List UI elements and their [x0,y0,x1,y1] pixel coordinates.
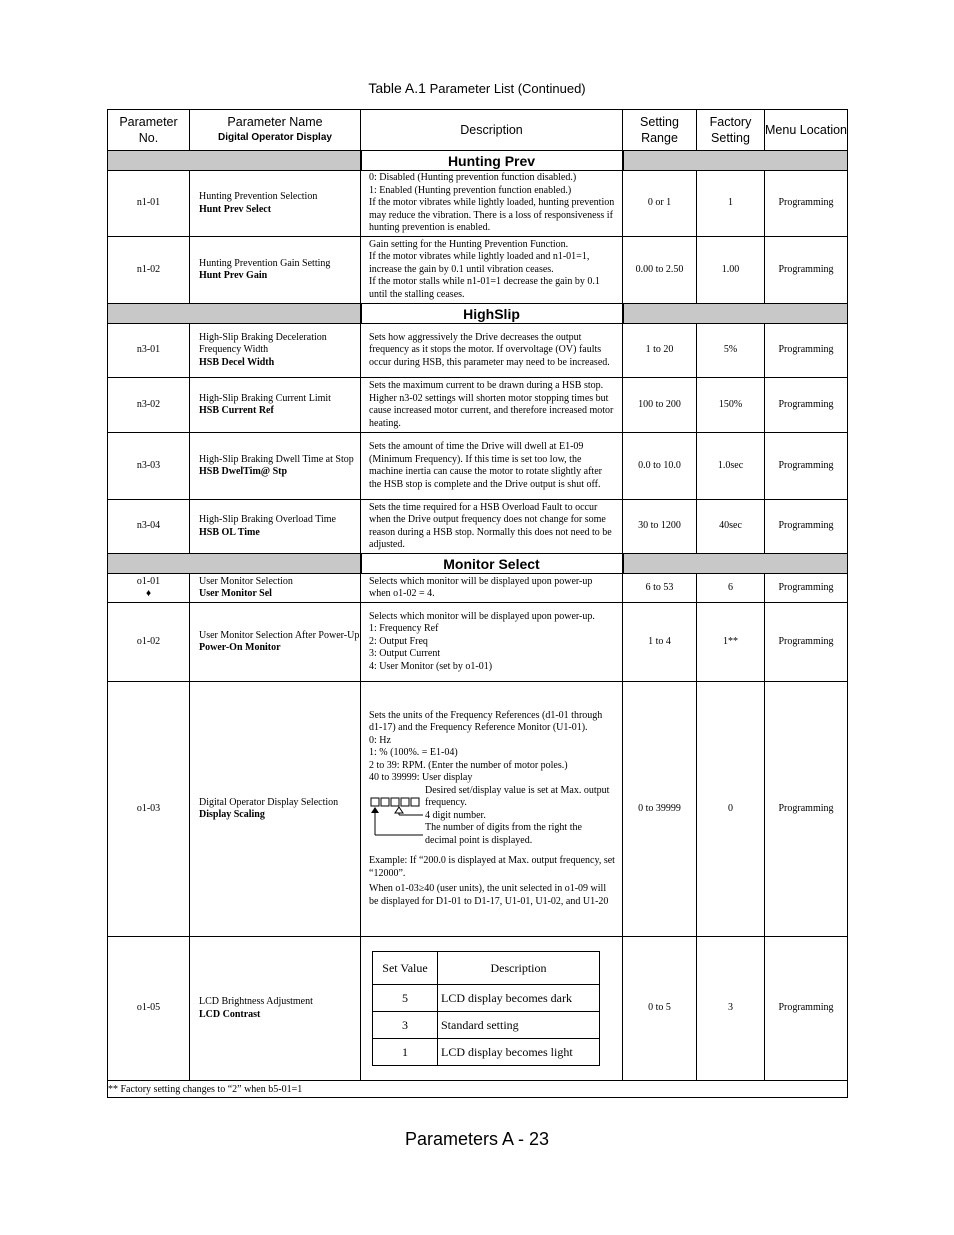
param-name: High-Slip Braking Overload Time HSB OL Time [190,500,361,554]
factory-setting: 1 [697,171,765,237]
section-row-highslip [108,304,848,324]
factory-setting: 40sec [697,500,765,554]
display-name: Hunt Prev Select [199,203,272,215]
param-name: Hunting Prevention Selection Hunt Prev Select [190,171,361,237]
display-name: HSB DwelTim@ Stp [199,466,288,477]
table-caption [0,80,954,96]
menu-location: Programming [765,171,848,237]
inner-set-value: 3 [373,1012,438,1039]
param-description: Selects which monitor will be displayed upon power-up when o1-02 = 4. [361,574,623,603]
setting-range: 0 or 1 [623,171,697,237]
inner-set-value: 1 [373,1039,438,1066]
factory-setting: 0 [697,682,765,937]
factory-setting: 150% [697,378,765,433]
factory-setting: 1.00 [697,237,765,304]
param-no: o1-05 [108,937,190,1081]
display-name: Hunt Prev Gain [199,270,268,281]
menu-location: Programming [765,237,848,304]
setting-range: 30 to 1200 [623,500,697,554]
table-row [108,500,848,554]
param-name: High-Slip Braking Dwell Time at Stop HSB DwelTim@ Stp [190,433,361,500]
table-row [108,682,848,937]
display-name: HSB Decel Width [199,356,275,368]
factory-setting: 1** [697,603,765,682]
param-description: Sets the time required for a HSB Overload Fault to occur when the Drive output frequency does not change for some reason during a HSB stop. Normally this does not need to be adjusted. [361,500,623,554]
table-header-row [108,110,848,151]
param-description [361,937,623,1081]
note-text: When o1-03≥40 (user units), the unit selected in o1-09 will be displayed for D1-01 to D1-17, U1-01, U1-02, and U1-20 [369,883,609,907]
inner-header-description: Description [438,952,600,985]
param-description: Selects which monitor will be displayed upon power-up. 1: Frequency Ref 2: Output Freq 3: Output Current 4: User Monitor (set by o1-01) [361,603,623,682]
inner-set-value: 5 [373,985,438,1012]
table-row [108,603,848,682]
menu-location: Programming [765,500,848,554]
menu-location: Programming [765,603,848,682]
param-description: Sets the maximum current to be drawn during a HSB stop. Higher n3-02 settings will shorten motor stopping times but cause increased motor current, and therefore increased motor heating. [361,378,623,433]
scaling-diagram [369,785,616,848]
param-description: Sets the units of the Frequency References (d1-01 through d1-17) and the Frequency Reference Monitor (U1-01). 0: Hz 1: % (100%. = E1-04) 2 to 39: RPM. (Enter the number of motor poles.) 40 to 39999: User display Desired set/display value is set at Max. output frequency. 4 digit number. The number of digits from the right the decimal point is displayed. Example: If “200.0 is displayed at Max. output frequency, set “12000”. When o1-03≥40 (user units), the unit selected in o1-09 will be displayed for D1-01 to D1-17, U1-01, U1-02, and U1-20 [361,682,623,937]
section-title-highslip: HighSlip [361,304,623,324]
setting-range: 0 to 5 [623,937,697,1081]
table-row [108,378,848,433]
inner-row [373,985,600,1012]
param-name: Hunting Prevention Gain Setting Hunt Prev Gain [190,237,361,304]
param-no: n3-04 [108,500,190,554]
factory-setting: 5% [697,324,765,378]
diagram-annotations: Desired set/display value is set at Max. output frequency. 4 digit number. The number of digits from the right the decimal point is displayed. [425,784,610,846]
menu-location: Programming [765,378,848,433]
display-name: LCD Contrast [199,1008,261,1020]
section-title-hunting: Hunting Prev [361,151,623,171]
param-description: Sets how aggressively the Drive decreases the output frequency as it stops the motor. If overvoltage (OV) faults occur during HSB, this parameter may need to be increased. [361,324,623,378]
lcd-contrast-table [372,951,600,1066]
table-row [108,324,848,378]
param-name: High-Slip Braking Deceleration Frequency Width HSB Decel Width [190,324,361,378]
header-factory-setting: Factory Setting [697,110,765,151]
setting-range: 1 to 4 [623,603,697,682]
factory-setting: 3 [697,937,765,1081]
footnote-row [108,1081,848,1098]
setting-range: 0.0 to 10.0 [623,433,697,500]
inner-description: LCD display becomes light [438,1039,600,1066]
param-no: n3-03 [108,433,190,500]
display-name: HSB OL Time [199,526,260,538]
setting-range: 100 to 200 [623,378,697,433]
section-row-hunting [108,151,848,171]
param-name: LCD Brightness Adjustment LCD Contrast [190,937,361,1081]
header-param-no: Parameter No. [108,110,190,151]
display-name: User Monitor Sel [199,588,272,599]
factory-setting: 6 [697,574,765,603]
inner-header-row [373,952,600,985]
param-no: n3-01 [108,324,190,378]
table-row [108,237,848,304]
inner-row [373,1012,600,1039]
param-no: n1-02 [108,237,190,304]
param-description: Sets the amount of time the Drive will dwell at E1-09 (Minimum Frequency). If this time is set too low, the machine inertia can cause the motor to rotate slightly after the HSB stop is complete and the Drive output is shut off. [361,433,623,500]
header-menu-location: Menu Location [765,110,848,151]
setting-range: 0.00 to 2.50 [623,237,697,304]
inner-description: Standard setting [438,1012,600,1039]
header-description: Description [361,110,623,151]
menu-location: Programming [765,574,848,603]
page-number: Parameters A - 23 [404,1129,550,1149]
param-no: n1-01 [108,171,190,237]
setting-range: 1 to 20 [623,324,697,378]
param-name: Digital Operator Display Selection Display Scaling [190,682,361,937]
diamond-icon: ♦ [145,588,152,599]
display-name: Power-On Monitor [199,642,281,653]
display-name: HSB Current Ref [199,405,274,416]
param-name: User Monitor Selection User Monitor Sel [190,574,361,603]
digit-boxes-icon [369,785,425,847]
param-description: Gain setting for the Hunting Prevention Function. If the motor vibrates while lightly loaded and n1-01=1, increase the gain by 0.1 until vibration ceases. If the motor stalls while n1-01=1 decrease the gain by 0.1 until the stalling ceases. [361,237,623,304]
param-no: o1-02 [108,603,190,682]
header-param-name: Parameter Name Digital Operator Display [190,110,361,151]
section-title-monitor: Monitor Select [361,554,623,574]
header-setting-range: Setting Range [623,110,697,151]
section-row-monitor [108,554,848,574]
param-no: n3-02 [108,378,190,433]
param-name: High-Slip Braking Current Limit HSB Current Ref [190,378,361,433]
param-name: User Monitor Selection After Power-Up Power-On Monitor [190,603,361,682]
inner-description: LCD display becomes dark [438,985,600,1012]
table-row [108,937,848,1081]
factory-setting: 1.0sec [697,433,765,500]
table-row [108,171,848,237]
param-no: o1-01 ♦ [108,574,190,603]
header-param-name-sub: Digital Operator Display [218,132,332,143]
param-description: 0: Disabled (Hunting prevention function disabled.) 1: Enabled (Hunting prevention function enabled.) If the motor vibrates while lightly loaded, hunting prevention may reduce the vibration. There is a loss of responsiveness if hunting prevention is enabled. [361,171,623,237]
caption-rest: Parameter List (Continued) [425,81,586,96]
footnote: ** Factory setting changes to “2” when b5-01=1 [108,1081,848,1098]
setting-range: 6 to 53 [623,574,697,603]
example-text: Example: If “200.0 is displayed at Max. output frequency, set “12000”. [369,855,615,879]
menu-location: Programming [765,433,848,500]
caption-prefix: Table A.1 [368,80,426,96]
inner-row [373,1039,600,1066]
display-name: Display Scaling [199,809,265,820]
table-row [108,574,848,603]
menu-location: Programming [765,324,848,378]
setting-range: 0 to 39999 [623,682,697,937]
menu-location: Programming [765,682,848,937]
param-no: o1-03 [108,682,190,937]
inner-header-set-value: Set Value [373,952,438,985]
table-row [108,433,848,500]
parameter-table [107,109,848,1098]
menu-location: Programming [765,937,848,1081]
